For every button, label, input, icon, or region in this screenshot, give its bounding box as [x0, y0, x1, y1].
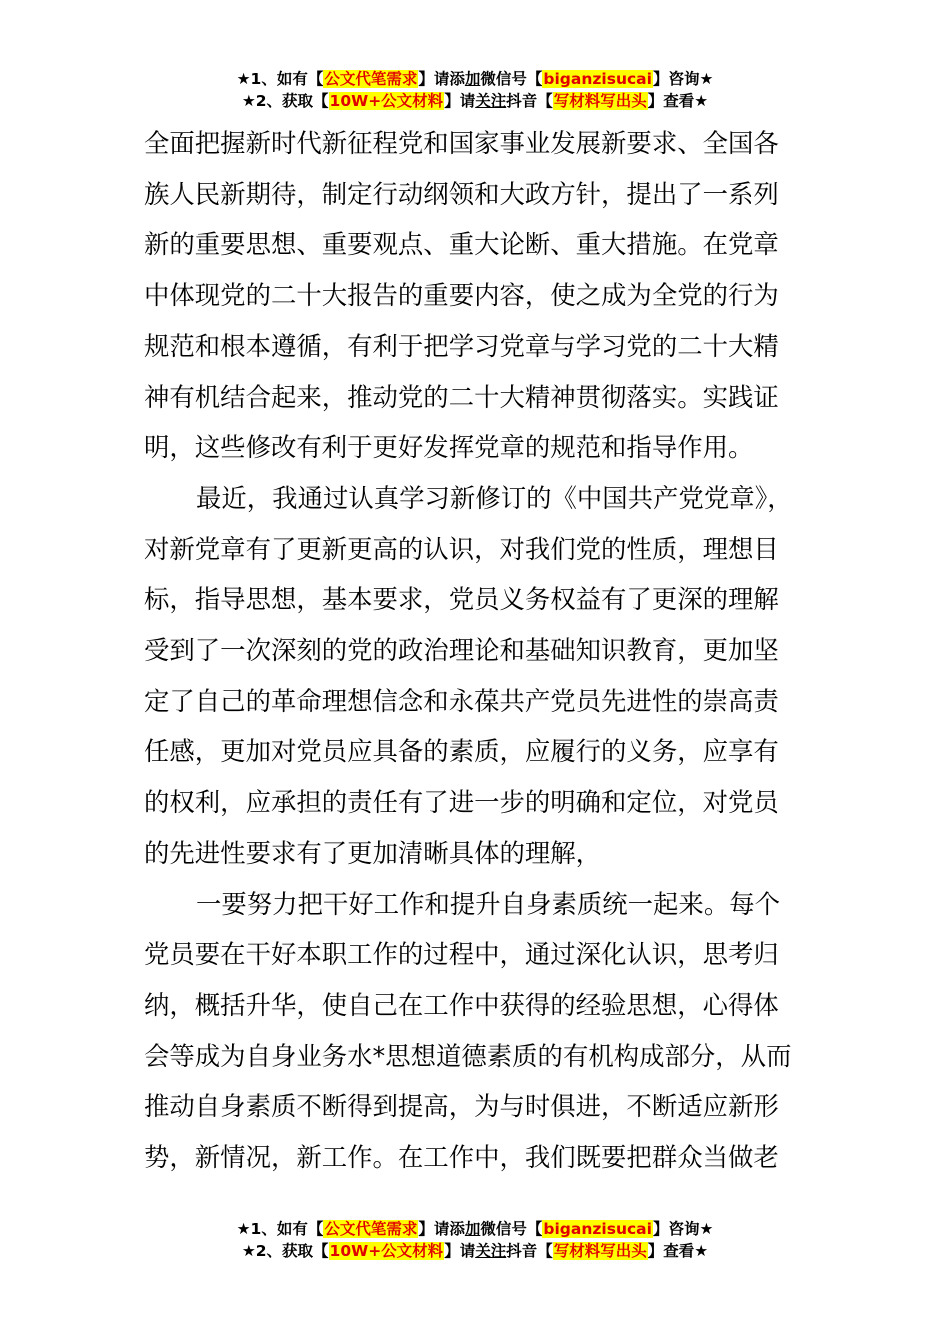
text-line: 纳，概括升华，使自己在工作中获得的经验思想，心得体 — [144, 989, 779, 1020]
highlight-wechat-id: biganzisucai — [543, 1220, 652, 1238]
banner-text: 】查看★ — [647, 1242, 709, 1260]
text-line: 的先进性要求有了更加清晰具体的理解， — [144, 837, 602, 868]
banner-text: 抖音【 — [506, 92, 553, 110]
text-line: 受到了一次深刻的党的政治理论和基础知识教育，更加坚 — [144, 635, 779, 666]
body-text — [144, 118, 814, 1183]
text-line: 明，这些修改有利于更好发挥党章的规范和指导作用。 — [144, 432, 754, 463]
banner-text-underlined: 关注 — [475, 1242, 507, 1260]
text-line: 中体现党的二十大报告的重要内容，使之成为全党的行为 — [144, 280, 779, 311]
highlight-materials: 10W+公文材料 — [329, 1242, 444, 1260]
text-line: 族人民新期待，制定行动纲领和大政方针，提出了一系列 — [144, 178, 779, 209]
banner-text: 微信号【 — [480, 1220, 543, 1238]
banner-line-1 — [0, 68, 950, 90]
header-banner — [0, 68, 950, 112]
banner-text: ★2、获取【 — [241, 92, 329, 110]
text-line: 一要努力把干好工作和提升自身素质统一起来。每个 — [196, 888, 780, 919]
banner-text: 】请 — [444, 1242, 476, 1260]
banner-line-2 — [0, 1240, 950, 1262]
banner-text: ★1、如有【 — [236, 1220, 324, 1238]
banner-text-underlined: 关注 — [475, 92, 507, 110]
banner-line-1 — [0, 1218, 950, 1240]
highlight-douyin-account: 写材料写出头 — [553, 1242, 647, 1260]
text-line: 会等成为自身业务水*思想道德素质的有机构成部分，从而 — [144, 1040, 792, 1071]
banner-text-underlined: 加 — [464, 70, 481, 88]
banner-text: 】查看★ — [647, 92, 709, 110]
banner-line-2 — [0, 90, 950, 112]
banner-text: 】请 — [444, 92, 476, 110]
banner-text: 】咨询★ — [652, 70, 714, 88]
text-line: 标，指导思想，基本要求，党员义务权益有了更深的理解 — [144, 584, 779, 615]
text-line: 的权利，应承担的责任有了进一步的明确和定位，对党员 — [144, 787, 779, 818]
text-line: 新的重要思想、重要观点、重大论断、重大措施。在党章 — [144, 229, 779, 260]
text-line: 最近，我通过认真学习新修订的《中国共产党党章》， — [196, 482, 793, 513]
text-line: 党员要在干好本职工作的过程中，通过深化认识，思考归 — [144, 939, 779, 970]
text-line: 势，新情况，新工作。在工作中，我们既要把群众当做老 — [144, 1142, 779, 1173]
highlight-douyin-account: 写材料写出头 — [553, 92, 647, 110]
banner-text: ★2、获取【 — [241, 1242, 329, 1260]
text-line: 全面把握新时代新征程党和国家事业发展新要求、全国各 — [144, 128, 779, 158]
footer-banner — [0, 1218, 950, 1262]
banner-text: 微信号【 — [480, 70, 543, 88]
banner-text: 】请添 — [418, 1220, 465, 1238]
highlight-materials: 10W+公文材料 — [329, 92, 444, 110]
highlight-wechat-id: biganzisucai — [543, 70, 652, 88]
text-line: 定了自己的革命理想信念和永葆共产党员先进性的崇高责 — [144, 685, 779, 716]
paragraph-2 — [144, 473, 814, 879]
text-line: 任感，更加对党员应具备的素质，应履行的义务，应享有 — [144, 736, 779, 767]
banner-text: ★1、如有【 — [236, 70, 324, 88]
text-line: 对新党章有了更新更高的认识，对我们党的性质，理想目 — [144, 533, 779, 564]
highlight-service: 公文代笔需求 — [324, 1220, 418, 1238]
text-line: 规范和根本遵循，有利于把学习党章与学习党的二十大精 — [144, 330, 779, 361]
banner-text: 】咨询★ — [652, 1220, 714, 1238]
paragraph-3 — [144, 879, 814, 1183]
text-line: 推动自身素质不断得到提高，为与时俱进，不断适应新形 — [144, 1091, 779, 1122]
text-line: 神有机结合起来，推动党的二十大精神贯彻落实。实践证 — [144, 381, 779, 412]
banner-text-underlined: 加 — [464, 1220, 481, 1238]
banner-text: 抖音【 — [506, 1242, 553, 1260]
highlight-service: 公文代笔需求 — [324, 70, 418, 88]
banner-text: 】请添 — [418, 70, 465, 88]
paragraph-1 — [144, 118, 814, 473]
